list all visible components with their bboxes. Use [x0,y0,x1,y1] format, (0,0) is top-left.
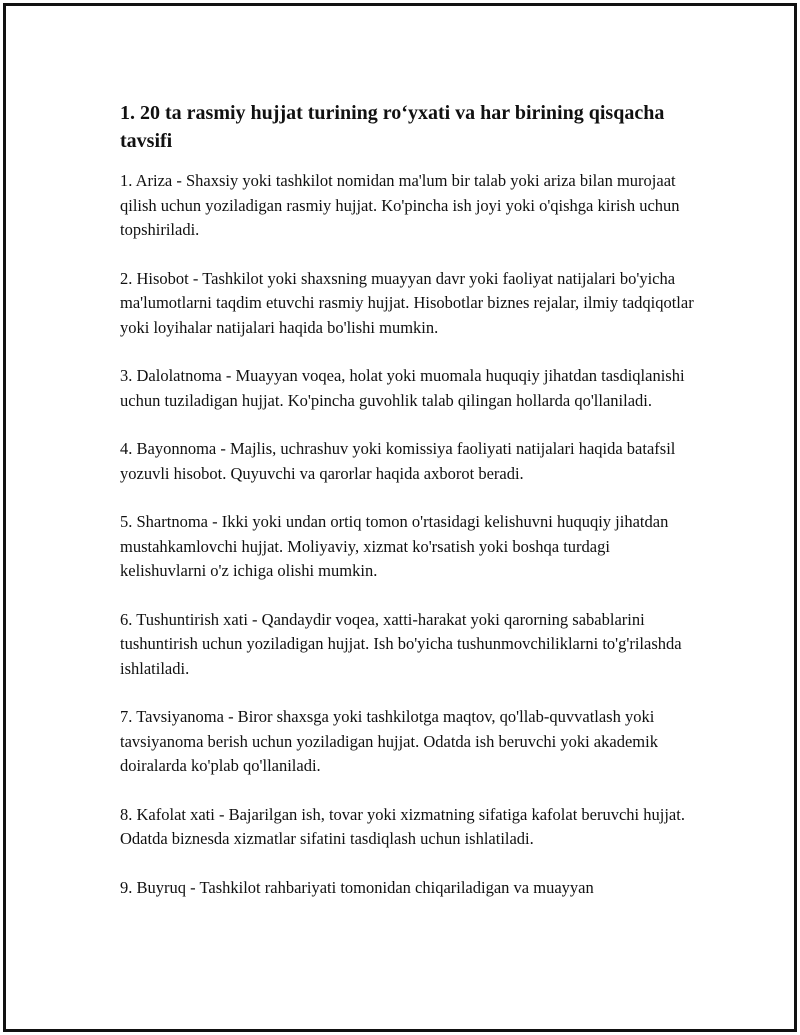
list-item: 2. Hisobot - Tashkilot yoki shaxsning muayyan davr yoki faoliyat natijalari bo'yicha ma'lumotlarni taqdim etuvchi rasmiy hujjat. Hisobotlar biznes rejalar, ilmiy tadqiqotlar yoki loyihalar natijalari haqida bo'lishi mumkin. [120,268,694,337]
document-body [120,99,700,924]
document-title: 1. 20 ta rasmiy hujjat turining ro‘yxati va har birining qisqacha tavsifi [120,102,665,152]
list-item: 4. Bayonnoma - Majlis, uchrashuv yoki komissiya faoliyati natijalari haqida batafsil yozuvli hisobot. Quyuvchi va qarorlar haqida axborot beradi. [120,439,676,483]
list-item: 9. Buyruq - Tashkilot rahbariyati tomonidan chiqariladigan va muayyan [120,877,594,897]
list-item: 6. Tushuntirish xati - Qandaydir voqea, xatti-harakat yoki qarorning sabablarini tushuntirish uchun yoziladigan hujjat. Ish bo'yicha tushunmovchiliklarni to'g'rilashda ishlatiladi. [120,609,682,678]
list-item: 5. Shartnoma - Ikki yoki undan ortiq tomon o'rtasidagi kelishuvni huquqiy jihatdan mustahkamlovchi hujjat. Moliyaviy, xizmat ko'rsatish yoki boshqa turdagi kelishuvlarni o'z ichiga olishi mumkin. [120,512,669,580]
page-frame [3,3,797,1032]
list-item: 8. Kafolat xati - Bajarilgan ish, tovar yoki xizmatning sifatiga kafolat beruvchi hujjat. Odatda biznesda xizmatlar sifatini tasdiqlash uchun ishlatiladi. [120,804,685,848]
list-item: 3. Dalolatnoma - Muayyan voqea, holat yoki muomala huquqiy jihatdan tasdiqlanishi uchun tuziladigan hujjat. Ko'pincha guvohlik talab qilingan hollarda qo'llaniladi. [120,366,685,410]
list-item: 1. Ariza - Shaxsiy yoki tashkilot nomidan ma'lum bir talab yoki ariza bilan murojaat qilish uchun yoziladigan rasmiy hujjat. Ko'pincha ish joyi yoki o'qishga kirish uchun topshiriladi. [120,171,680,239]
list-item: 7. Tavsiyanoma - Biror shaxsga yoki tashkilotga maqtov, qo'llab-quvvatlash yoki tavsiyanoma berish uchun yoziladigan hujjat. Odatda ish beruvchi yoki akademik doiralarda ko'plab qo'llaniladi. [120,707,658,775]
